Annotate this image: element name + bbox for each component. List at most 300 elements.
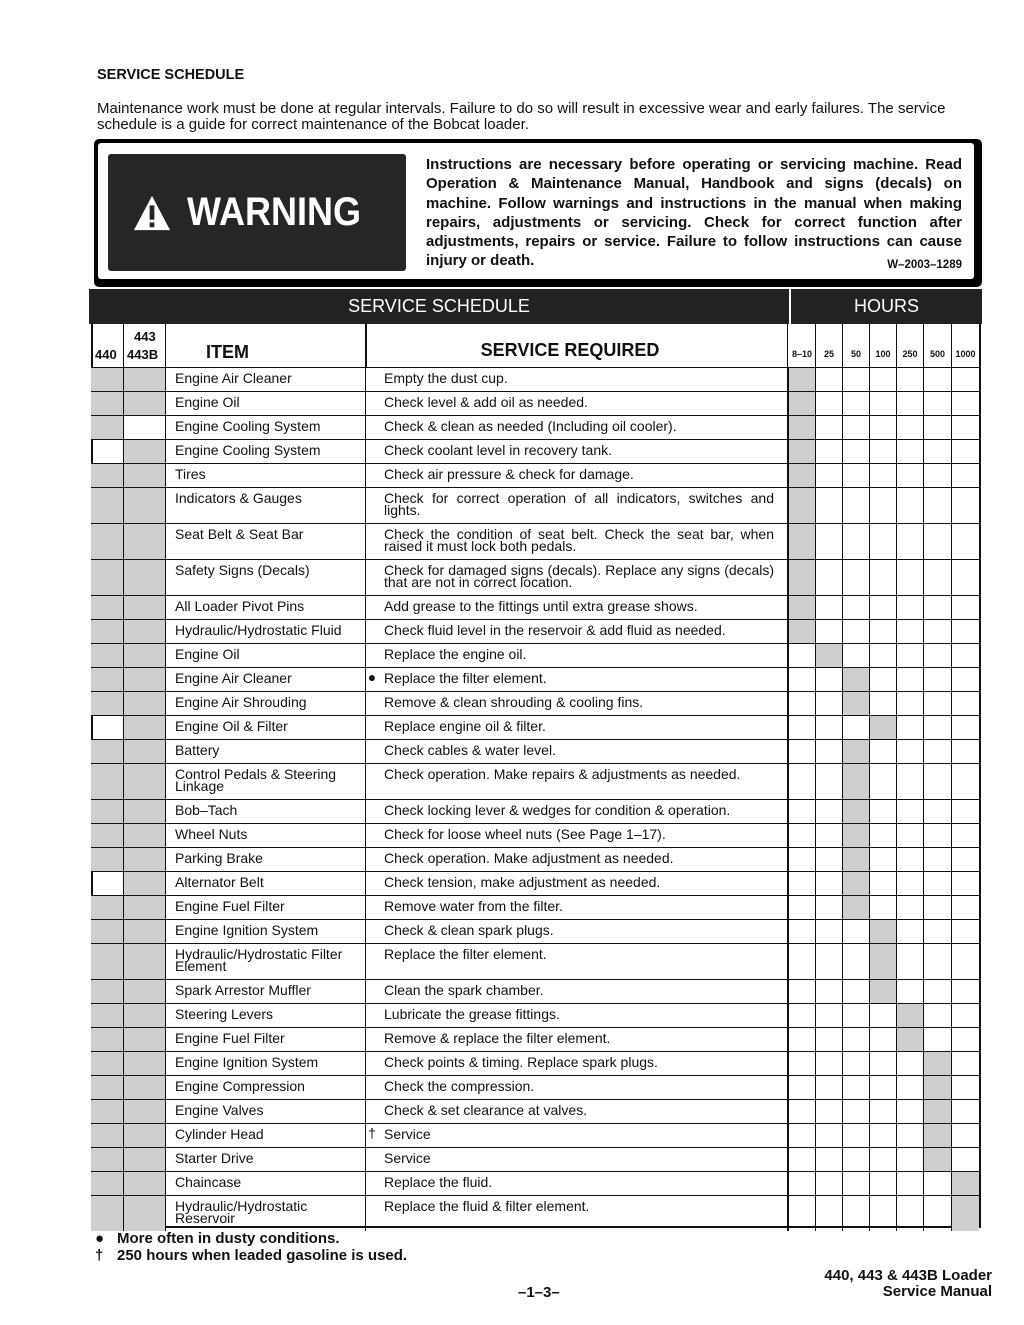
hour-cell: [870, 800, 897, 823]
hour-cell: [897, 1028, 924, 1051]
hour-cell: [789, 440, 816, 463]
applies-440-cell: [91, 716, 124, 739]
hour-cell: [924, 1004, 952, 1027]
hour-cell: [816, 944, 843, 979]
applies-443-cell: [124, 1052, 166, 1075]
hour-cell: [789, 464, 816, 487]
item-label: Engine Ignition System: [175, 922, 319, 938]
item-label: Steering Levers: [175, 1006, 274, 1022]
hour-cell: [843, 848, 870, 871]
hour-cell: [843, 392, 870, 415]
hour-cell: [952, 692, 979, 715]
hour-cell: [789, 1052, 816, 1075]
hour-cell: [843, 920, 870, 943]
hour-cell: [870, 1052, 897, 1075]
hour-cell: [924, 464, 952, 487]
warning-triangle-icon: [133, 194, 171, 232]
hour-cell: [789, 1124, 816, 1147]
hour-cell: [952, 644, 979, 667]
applies-440-cell: [91, 440, 124, 463]
hour-cell: [870, 1028, 897, 1051]
table-row: [91, 871, 979, 895]
applies-440-cell: [91, 980, 124, 1003]
hour-cell: [952, 1052, 979, 1075]
hour-cell: [952, 1148, 979, 1171]
hour-cell: [897, 560, 924, 595]
hours-col-header: 250: [897, 324, 924, 367]
table-row: [91, 1123, 979, 1147]
hour-cell: [870, 764, 897, 799]
hour-cell: [870, 488, 897, 523]
service-text: Empty the dust cup.: [384, 370, 508, 386]
hour-cell: [897, 896, 924, 919]
hour-cell: [843, 368, 870, 391]
hour-cell: [843, 644, 870, 667]
service-text: Clean the spark chamber.: [384, 982, 544, 998]
hour-cell: [870, 392, 897, 415]
item-label: Safety Signs (Decals): [175, 562, 310, 578]
hour-cell: [897, 920, 924, 943]
hour-cell: [843, 716, 870, 739]
applies-440-cell: [91, 620, 124, 643]
item-label: Indicators & Gauges: [175, 490, 302, 506]
applies-440-cell: [91, 1148, 124, 1171]
applies-443-cell: [124, 1172, 166, 1195]
col-service-header: SERVICE REQUIRED: [366, 324, 788, 367]
hour-cell: [924, 560, 952, 595]
service-text: Remove & clean shrouding & cooling fins.: [384, 694, 644, 710]
hour-cell: [952, 1076, 979, 1099]
hour-cell: [897, 944, 924, 979]
hour-cell: [789, 920, 816, 943]
applies-443-cell: [124, 944, 166, 979]
hour-cell: [952, 560, 979, 595]
hour-cell: [897, 524, 924, 559]
table-title: SERVICE SCHEDULE: [348, 296, 530, 316]
hour-cell: [952, 848, 979, 871]
service-text: Check for loose wheel nuts (See Page 1–17).: [384, 826, 666, 842]
hour-cell: [843, 896, 870, 919]
applies-443-cell: [124, 1100, 166, 1123]
hour-cell: [816, 668, 843, 691]
hour-cell: [843, 692, 870, 715]
applies-443-cell: [124, 1124, 166, 1147]
applies-440-cell: [91, 560, 124, 595]
hour-cell: [897, 824, 924, 847]
applies-440-cell: [91, 764, 124, 799]
hour-cell: [789, 668, 816, 691]
item-label: Alternator Belt: [175, 874, 264, 890]
item-label: Engine Compression: [175, 1078, 305, 1094]
service-text: Check air pressure & check for damage.: [384, 466, 634, 482]
hour-cell: [789, 1028, 816, 1051]
item-label: Engine Air Shrouding: [175, 694, 307, 710]
hour-cell: [843, 1100, 870, 1123]
hour-cell: [897, 392, 924, 415]
hour-cell: [816, 920, 843, 943]
hour-cell: [789, 980, 816, 1003]
hour-cell: [789, 524, 816, 559]
applies-443-cell: [124, 740, 166, 763]
hour-cell: [897, 644, 924, 667]
column-header-row: [91, 324, 981, 367]
hours-col-header: 500: [924, 324, 952, 367]
item-label: Engine Cooling System: [175, 442, 321, 458]
hour-cell: [816, 416, 843, 439]
hour-cell: [924, 764, 952, 799]
service-text: Check & clean spark plugs.: [384, 922, 554, 938]
applies-443-cell: [124, 800, 166, 823]
hour-cell: [816, 1052, 843, 1075]
item-label: Engine Fuel Filter: [175, 1030, 285, 1046]
warning-box: [94, 139, 982, 287]
warning-code: W–2003–1289: [887, 259, 962, 271]
hour-cell: [843, 1172, 870, 1195]
service-text: Replace the filter element.: [384, 670, 547, 686]
applies-440-cell: [91, 416, 124, 439]
hour-cell: [924, 1028, 952, 1051]
hour-cell: [789, 1100, 816, 1123]
applies-440-cell: [91, 1172, 124, 1195]
hour-cell: [897, 1172, 924, 1195]
item-label: Engine Valves: [175, 1102, 264, 1118]
hour-cell: [789, 1148, 816, 1171]
hour-cell: [816, 692, 843, 715]
hour-cell: [952, 1028, 979, 1051]
table-row: [91, 823, 979, 847]
warning-word: WARNING: [187, 190, 362, 234]
table-row: [91, 1099, 979, 1123]
hour-cell: [843, 944, 870, 979]
service-text: Add grease to the fittings until extra grease shows.: [384, 598, 698, 614]
applies-440-cell: [91, 824, 124, 847]
hour-cell: [843, 764, 870, 799]
table-row: [91, 895, 979, 919]
hour-cell: [870, 1124, 897, 1147]
applies-440-cell: [91, 644, 124, 667]
hour-cell: [897, 692, 924, 715]
applies-440-cell: [91, 1124, 124, 1147]
hour-cell: [843, 620, 870, 643]
item-label: Wheel Nuts: [175, 826, 248, 842]
hour-cell: [789, 1004, 816, 1027]
hour-cell: [952, 368, 979, 391]
hour-cell: [952, 1172, 979, 1195]
item-label: Hydraulic/Hydrostatic Fluid: [175, 622, 342, 638]
warning-label-panel: [108, 154, 406, 271]
hour-cell: [870, 692, 897, 715]
hour-cell: [870, 716, 897, 739]
hours-title: HOURS: [789, 289, 982, 324]
applies-440-cell: [91, 692, 124, 715]
col-440-header: 440: [91, 324, 124, 367]
table-row: [91, 715, 979, 739]
applies-443-cell: [124, 896, 166, 919]
hour-cell: [897, 620, 924, 643]
item-label: Engine Fuel Filter: [175, 898, 285, 914]
hour-cell: [897, 800, 924, 823]
intro-paragraph: Maintenance work must be done at regular intervals. Failure to do so will result in excessive wear and early failures. The service schedule is a guide for correct maintenance of the Bobcat loader.: [97, 100, 946, 133]
applies-443-cell: [124, 620, 166, 643]
hour-cell: [924, 800, 952, 823]
applies-440-cell: [91, 872, 124, 895]
hour-cell: [870, 368, 897, 391]
table-row: [91, 763, 979, 799]
hour-cell: [816, 1028, 843, 1051]
applies-443-cell: [124, 920, 166, 943]
hour-cell: [789, 644, 816, 667]
applies-440-cell: [91, 1100, 124, 1123]
hour-cell: [870, 1148, 897, 1171]
applies-443-cell: [124, 1148, 166, 1171]
hour-cell: [816, 824, 843, 847]
service-text: Check operation. Make adjustment as needed.: [384, 850, 674, 866]
hour-cell: [816, 440, 843, 463]
table-row: [91, 559, 979, 595]
table-row: [91, 595, 979, 619]
hour-cell: [952, 524, 979, 559]
hour-cell: [816, 1004, 843, 1027]
hour-cell: [870, 1172, 897, 1195]
hour-cell: [816, 524, 843, 559]
hour-cell: [924, 920, 952, 943]
hour-cell: [952, 740, 979, 763]
hour-cell: [897, 1052, 924, 1075]
hour-cell: [843, 488, 870, 523]
hour-cell: [843, 1028, 870, 1051]
hour-cell: [789, 824, 816, 847]
hour-cell: [897, 872, 924, 895]
footnote-leaded: † 250 hours when leaded gasoline is used.: [95, 1247, 408, 1264]
hour-cell: [924, 392, 952, 415]
applies-443-cell: [124, 980, 166, 1003]
service-text: Check & clean as needed (Including oil cooler).: [384, 418, 677, 434]
service-text: Replace the filter element.: [384, 946, 547, 962]
table-row: [91, 463, 979, 487]
applies-440-cell: [91, 848, 124, 871]
applies-440-cell: [91, 392, 124, 415]
table-row: [91, 1075, 979, 1099]
hour-cell: [924, 716, 952, 739]
hour-cell: [952, 488, 979, 523]
table-row: [91, 1147, 979, 1171]
hour-cell: [924, 1172, 952, 1195]
hour-cell: [870, 524, 897, 559]
hour-cell: [952, 392, 979, 415]
hour-cell: [870, 1100, 897, 1123]
hour-cell: [816, 716, 843, 739]
hour-cell: [816, 800, 843, 823]
hour-cell: [897, 440, 924, 463]
hour-cell: [843, 1052, 870, 1075]
hour-cell: [843, 668, 870, 691]
hour-cell: [870, 1076, 897, 1099]
table-row: [91, 391, 979, 415]
service-text: Check & set clearance at valves.: [384, 1102, 588, 1118]
applies-443-cell: [124, 1004, 166, 1027]
hour-cell: [843, 1076, 870, 1099]
applies-443-cell: [124, 488, 166, 523]
manual-title: 440, 443 & 443B Loader Service Manual: [824, 1267, 992, 1300]
hour-cell: [843, 1004, 870, 1027]
table-row: [91, 619, 979, 643]
hour-cell: [897, 1076, 924, 1099]
hour-cell: [870, 668, 897, 691]
hour-cell: [924, 368, 952, 391]
hour-cell: [952, 980, 979, 1003]
hour-cell: [789, 848, 816, 871]
hour-cell: [924, 644, 952, 667]
service-text: Check level & add oil as needed.: [384, 394, 588, 410]
hour-cell: [816, 392, 843, 415]
item-label: Control Pedals & Steering Linkage: [175, 766, 337, 794]
item-label: Hydraulic/Hydrostatic Reservoir: [175, 1198, 308, 1226]
service-text: Replace the fluid & filter element.: [384, 1198, 590, 1214]
item-label: Engine Cooling System: [175, 418, 321, 434]
applies-443-cell: [124, 524, 166, 559]
hour-cell: [897, 848, 924, 871]
hour-cell: [897, 740, 924, 763]
applies-440-cell: [91, 944, 124, 979]
hour-cell: [897, 416, 924, 439]
item-label: Seat Belt & Seat Bar: [175, 526, 304, 542]
hour-cell: [952, 1124, 979, 1147]
hour-cell: [952, 464, 979, 487]
service-text: Check for correct operation of all indicators, switches and lights.: [384, 490, 774, 518]
hour-cell: [924, 1148, 952, 1171]
hours-col-header: 100: [870, 324, 897, 367]
hour-cell: [789, 620, 816, 643]
hour-cell: [816, 1196, 843, 1231]
hour-cell: [952, 668, 979, 691]
applies-443-cell: [124, 764, 166, 799]
hour-cell: [924, 1076, 952, 1099]
hour-cell: [952, 440, 979, 463]
table-row: [91, 1051, 979, 1075]
applies-443-cell: [124, 464, 166, 487]
applies-440-cell: [91, 668, 124, 691]
hour-cell: [952, 620, 979, 643]
col-item-header: ITEM: [166, 324, 366, 367]
hour-cell: [952, 944, 979, 979]
hour-cell: [870, 944, 897, 979]
hour-cell: [870, 896, 897, 919]
hour-cell: [843, 872, 870, 895]
applies-443-cell: [124, 392, 166, 415]
dusty-conditions-marker: ●: [367, 669, 377, 685]
item-label: Engine Air Cleaner: [175, 370, 292, 386]
applies-440-cell: [91, 488, 124, 523]
item-label: Parking Brake: [175, 850, 263, 866]
applies-443-cell: [124, 872, 166, 895]
hour-cell: [924, 1100, 952, 1123]
hour-cell: [952, 1100, 979, 1123]
hour-cell: [789, 800, 816, 823]
hour-cell: [843, 596, 870, 619]
warning-text: Instructions are necessary before operating or servicing machine. Read Operation & Maintenance Manual, Handbook and signs (decals) on machine. Follow warnings and instructions in the manual when making repairs, adjustments or servicing. Check for correct function after adjustments, repairs or service. Failure to follow instructions can cause injury or death.: [426, 156, 962, 270]
hour-cell: [816, 848, 843, 871]
hour-cell: [897, 1100, 924, 1123]
applies-440-cell: [91, 800, 124, 823]
item-label: Chaincase: [175, 1174, 242, 1190]
hour-cell: [816, 1076, 843, 1099]
applies-440-cell: [91, 1196, 124, 1231]
item-label: Cylinder Head: [175, 1126, 264, 1142]
hour-cell: [843, 824, 870, 847]
applies-443-cell: [124, 368, 166, 391]
item-label: Starter Drive: [175, 1150, 254, 1166]
applies-443-cell: [124, 848, 166, 871]
applies-440-cell: [91, 1052, 124, 1075]
hour-cell: [924, 620, 952, 643]
hour-cell: [897, 1148, 924, 1171]
hour-cell: [952, 764, 979, 799]
item-label: Engine Air Cleaner: [175, 670, 292, 686]
applies-443-cell: [124, 560, 166, 595]
hour-cell: [870, 1196, 897, 1231]
hour-cell: [924, 872, 952, 895]
col-443-header: 443 443B: [124, 324, 166, 367]
applies-443-cell: [124, 440, 166, 463]
service-text: Remove & replace the filter element.: [384, 1030, 611, 1046]
applies-440-cell: [91, 740, 124, 763]
hours-col-header: 8–10: [789, 324, 816, 367]
hour-cell: [789, 1196, 816, 1231]
hour-cell: [789, 872, 816, 895]
hour-cell: [897, 1196, 924, 1231]
table-row: [91, 691, 979, 715]
hour-cell: [952, 872, 979, 895]
hour-cell: [816, 1124, 843, 1147]
applies-440-cell: [91, 464, 124, 487]
hour-cell: [843, 464, 870, 487]
hour-cell: [789, 392, 816, 415]
service-text: Check for damaged signs (decals). Replace any signs (decals) that are not in correct location.: [384, 562, 774, 590]
service-text: Check operation. Make repairs & adjustments as needed.: [384, 766, 741, 782]
hour-cell: [843, 440, 870, 463]
hour-cell: [870, 824, 897, 847]
footnote-dusty: ● More often in dusty conditions.: [95, 1230, 340, 1247]
applies-443-cell: [124, 716, 166, 739]
hours-col-header: 25: [816, 324, 843, 367]
hour-cell: [816, 464, 843, 487]
table-row: [91, 739, 979, 763]
hour-cell: [789, 560, 816, 595]
hour-cell: [870, 644, 897, 667]
hour-cell: [924, 416, 952, 439]
service-text: Check coolant level in recovery tank.: [384, 442, 612, 458]
hour-cell: [816, 560, 843, 595]
section-heading: SERVICE SCHEDULE: [97, 67, 245, 83]
hour-cell: [816, 1148, 843, 1171]
hour-cell: [789, 944, 816, 979]
hour-cell: [897, 596, 924, 619]
hour-cell: [816, 764, 843, 799]
hour-cell: [952, 896, 979, 919]
hour-cell: [924, 980, 952, 1003]
table-row: [91, 667, 979, 691]
hour-cell: [924, 848, 952, 871]
table-row: [91, 487, 979, 523]
table-row: [91, 415, 979, 439]
hour-cell: [870, 416, 897, 439]
hour-cell: [924, 896, 952, 919]
service-text: Check tension, make adjustment as needed.: [384, 874, 661, 890]
service-text: Check points & timing. Replace spark plugs.: [384, 1054, 658, 1070]
service-text: Check fluid level in the reservoir & add fluid as needed.: [384, 622, 726, 638]
hour-cell: [924, 488, 952, 523]
applies-443-cell: [124, 824, 166, 847]
